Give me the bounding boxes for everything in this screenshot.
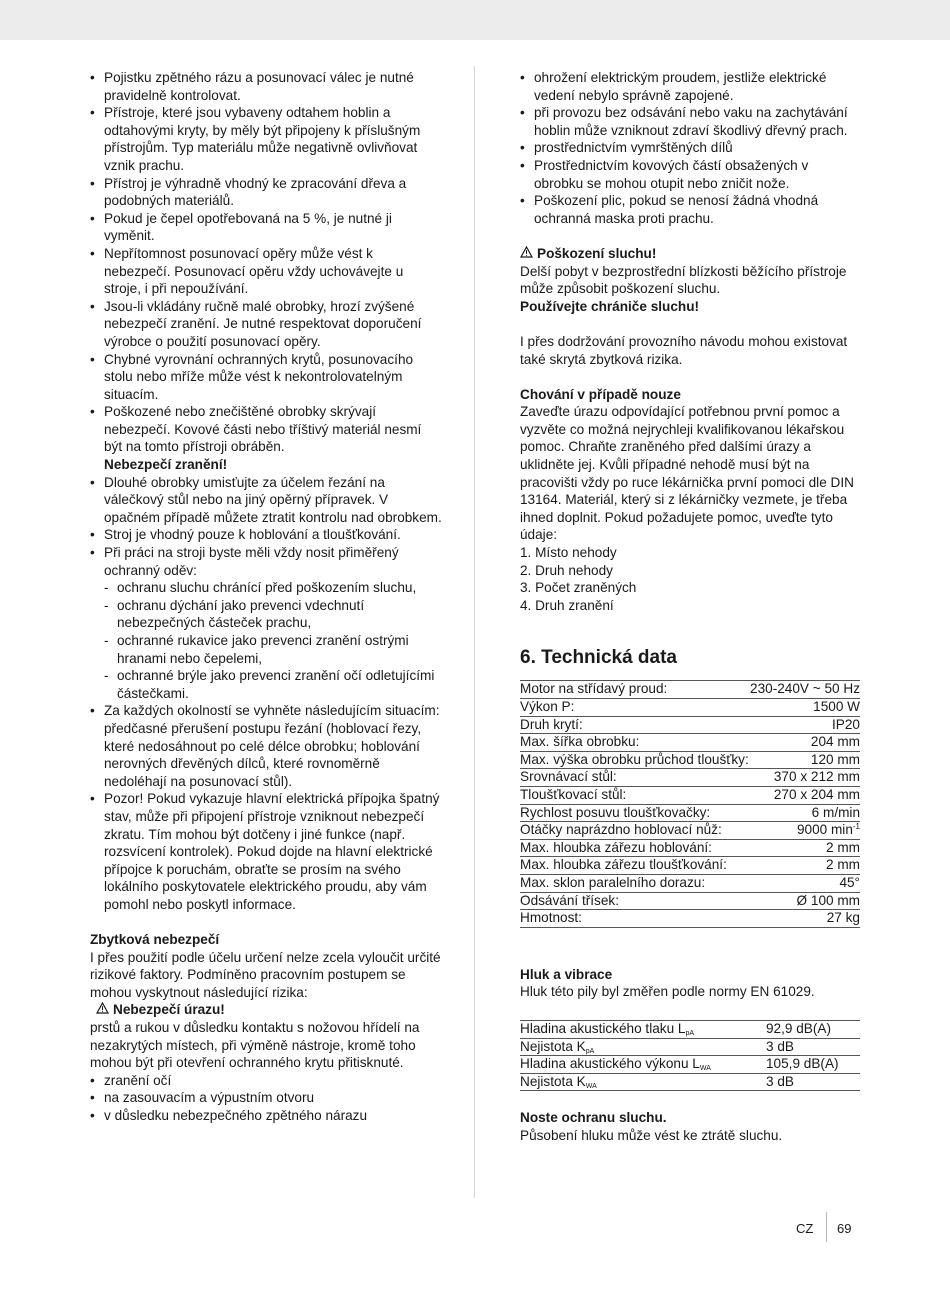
warning-triangle-icon [520, 245, 533, 263]
label-subscript: WA [585, 1082, 597, 1090]
tech-label: Hmotnost: [520, 910, 750, 928]
list-item: 3. Počet zraněných [520, 580, 637, 596]
injury-text: prstů a rukou v důsledku kontaktu s nožovou hřídelí na nezakrytých místech, při výměně nástroje, kromě toho mohou být při otevření ochranného krytu přitisknuté. [90, 1020, 420, 1071]
dash-item: - ochranu sluchu chránící před poškozením sluchu, [90, 579, 442, 597]
list-item: • Nepřítomnost posunovací opěry může vést k nebezpečí. Posunovací opěru vždy uchovávejte u stroje, i při nepoužívání. [90, 245, 442, 298]
section-title: 6. Technická data [520, 647, 677, 669]
table-row [520, 1073, 860, 1091]
noise-label-text: Nejistota K [520, 1073, 586, 1089]
hearing-protect-label: Používejte chrániče sluchu! [520, 298, 700, 314]
tech-value-text: 270 x 204 mm [773, 786, 860, 802]
injury-warning [90, 1001, 442, 1019]
noise-table [520, 1020, 860, 1091]
list-item: • Přístroje, které jsou vybaveny odtahem hoblin a odtahovými kryty, by měly být připojeny k příslušným přístrojům. Typ materiálu může negativně ovlivňovat vznik prachu. [90, 104, 442, 174]
tech-label: Rychlost posuvu tloušťkovačky: [520, 804, 750, 822]
table-row [520, 751, 860, 769]
tech-data-table [520, 680, 860, 927]
dash-item: - ochranné brýle jako prevenci zranění očí odletujícími částečkami. [90, 667, 442, 702]
tech-label: Výkon P: [520, 699, 750, 717]
hearing-text: Delší pobyt v bezprostřední blízkosti běžícího přístroje může způsobit poškození sluchu. [520, 263, 847, 297]
list-item: • zranění očí [90, 1072, 442, 1090]
right-column [520, 69, 860, 1144]
tech-value [750, 874, 860, 892]
tech-value [750, 699, 860, 717]
tech-value-text: 370 x 212 mm [773, 769, 860, 785]
list-item: • Pozor! Pokud vykazuje hlavní elektrická přípojka špatný stav, může při připojení přístroje vzniknout nebezpečí zkratu. Tím mohou být dotčeny i jiné funkce (např. rozsvícení kontrolek). Pokud dojde na hlavní elektrické přípojce k poruchám, obraťte se prosím na svého lokálního poskytovatele elektrického proudu, aby vám pomohl nebo poskytl informace. [90, 790, 442, 913]
left-column [90, 69, 442, 1125]
table-row [520, 699, 860, 717]
wear-protection-text: Působení hluku může vést ke ztrátě sluchu. [520, 1127, 783, 1143]
tech-value [750, 681, 860, 699]
list-item: • Poškozené nebo znečištěné obrobky skrývají nebezpečí. Kovové části nebo tříštivý materiál nesmí být na tomto přístroji obráběn. [90, 403, 442, 456]
tech-value-text: 9000 min [796, 822, 853, 838]
noise-label-text: Hladina akustického tlaku L [520, 1020, 686, 1036]
tech-label: Max. výška obrobku průchod tloušťky: [520, 751, 750, 769]
injury-warning-label: Nebezpečí úrazu! [113, 1002, 225, 1018]
label-subscript: pA [685, 1029, 695, 1037]
list-item: • Pojistku zpětného rázu a posunovací válec je nutné pravidelně kontrolovat. [90, 69, 442, 104]
tech-value [750, 734, 860, 752]
tech-label: Max. šířka obrobku: [520, 734, 750, 752]
table-row [520, 681, 860, 699]
list-item: • Přístroj je výhradně vhodný ke zpracování dřeva a podobných materiálů. [90, 175, 442, 210]
tech-value-text: 1500 W [813, 699, 860, 714]
unit-exponent: -1 [852, 822, 860, 832]
noise-label [520, 1020, 766, 1038]
list-item: • Poškození plic, pokud se nenosí žádná vhodná ochranná maska proti prachu. [520, 192, 860, 227]
noise-value: 3 dB [766, 1038, 860, 1056]
table-row [520, 910, 860, 928]
tech-value [750, 786, 860, 804]
tech-value [750, 839, 860, 857]
table-row [520, 804, 860, 822]
tech-label: Druh krytí: [520, 716, 750, 734]
column-divider [474, 66, 475, 1198]
list-item: • na zasouvacím a výpustním otvoru [90, 1089, 442, 1107]
list-item: • v důsledku nebezpečného zpětného nárazu [90, 1107, 442, 1125]
list-item: • Stroj je vhodný pouze k hoblování a tloušťkování. [90, 526, 442, 544]
list-item: 1. Místo nehody [520, 545, 617, 561]
label-subscript: WA [699, 1065, 711, 1073]
warning-triangle-icon [96, 1001, 109, 1019]
tech-value [750, 769, 860, 787]
tech-value-text: 45° [839, 874, 860, 890]
noise-heading: Hluk a vibrace [520, 966, 613, 982]
table-row [520, 716, 860, 734]
label-subscript: pA [585, 1047, 595, 1055]
tech-value [750, 822, 860, 840]
hearing-warning-label: Poškození sluchu! [537, 245, 657, 261]
tech-label: Srovnávací stůl: [520, 769, 750, 787]
tech-value [750, 751, 860, 769]
table-row [520, 786, 860, 804]
footer-divider [826, 1212, 827, 1242]
tech-value-text: 120 mm [810, 751, 860, 767]
tech-value-text: 2 mm [826, 857, 860, 873]
tech-label: Max. sklon paralelního dorazu: [520, 874, 750, 892]
tech-value [750, 716, 860, 734]
noise-label [520, 1073, 766, 1091]
list-item: • Chybné vyrovnání ochranných krytů, posunovacího stolu nebo mříže může vést k nekontrolovatelným situacím. [90, 351, 442, 404]
table-row [520, 1056, 860, 1074]
tech-value-text: 230-240V ~ 50 Hz [750, 681, 860, 697]
top-bar [0, 0, 950, 40]
tech-value [750, 857, 860, 875]
tech-value-text: 2 mm [826, 839, 860, 855]
tech-value-text: 27 kg [826, 910, 860, 926]
tech-value [750, 910, 860, 928]
tech-value-text: 6 m/min [811, 804, 860, 820]
tech-value-text: 204 mm [810, 734, 860, 750]
emergency-list [520, 544, 860, 614]
noise-text: Hluk této pily byl změřen podle normy EN 61029. [520, 984, 815, 1000]
tech-value [750, 804, 860, 822]
emergency-text: Zaveďte úrazu odpovídající potřebnou první pomoc a vyzvěte co možná nejrychleji kvalifikovanou lékařskou pomoc. Chraňte zraněného před dalšími úrazy a uklidněte jej. Kvůli případné nehodě musí být na pracovišti vždy po ruce lékárnička první pomoci dle DIN 13164. Materiál, který si z lékárničky vezmete, je třeba ihned doplnit. Pokud požadujete pomoc, uveďte tyto údaje: [520, 404, 854, 543]
tech-label: Odsávání třísek: [520, 892, 750, 910]
risk-list [520, 69, 860, 227]
residual-risks-heading: Zbytková nebezpečí [90, 932, 220, 948]
list-item: 2. Druh nehody [520, 562, 613, 578]
page-number: 69 [837, 1221, 852, 1236]
tech-label: Otáčky naprázdno hoblovací nůž: [520, 822, 750, 840]
table-row [520, 892, 860, 910]
list-item-text: Při práci na stroji byste měli vždy nosit přiměřený ochranný oděv: [104, 545, 399, 578]
tech-label: Max. hloubka zářezu hoblování: [520, 839, 750, 857]
dash-item: - ochranu dýchání jako prevenci vdechnutí nebezpečných částeček prachu, [90, 597, 442, 632]
residual-risks-text: I přes použití podle účelu určení nelze zcela vyloučit určité rizikové faktory. Podmíněno pracovním postupem se mohou vyskytnout následující rizika: [90, 949, 441, 1000]
table-row [520, 857, 860, 875]
tech-label: Max. hloubka zářezu tloušťkování: [520, 857, 750, 875]
safety-list-b [90, 474, 442, 703]
table-row [520, 874, 860, 892]
emergency-heading: Chování v případě nouze [520, 386, 681, 402]
noise-value: 3 dB [766, 1073, 860, 1091]
safety-list-d [90, 1072, 442, 1125]
table-row [520, 1038, 860, 1056]
list-item: • Pokud je čepel opotřebovaná na 5 %, je nutné ji vyměnit. [90, 210, 442, 245]
wear-protection-heading: Noste ochranu sluchu. [520, 1110, 667, 1126]
list-item [90, 544, 442, 702]
protective-gear-list [90, 579, 442, 702]
safety-list-c [90, 702, 442, 913]
tech-label: Tloušťkovací stůl: [520, 786, 750, 804]
hidden-risks-text: I přes dodržování provozního návodu mohou existovat také skrytá zbytková rizika. [520, 333, 848, 367]
noise-value: 92,9 dB(A) [766, 1020, 860, 1038]
list-item: • Dlouhé obrobky umisťujte za účelem řezání na válečkový stůl nebo na jiný opěrný přípravek. V opačném případě můžete ztratit kontrolu nad obrobkem. [90, 474, 442, 527]
noise-label [520, 1056, 766, 1074]
list-item: • Prostřednictvím kovových částí obsažených v obrobku se mohou otupit nebo zničit nože. [520, 157, 860, 192]
noise-value: 105,9 dB(A) [766, 1056, 860, 1074]
list-item: • prostřednictvím vymrštěných dílů [520, 139, 860, 157]
table-row [520, 839, 860, 857]
noise-label [520, 1038, 766, 1056]
tech-value-text: IP20 [832, 716, 860, 732]
table-row [520, 769, 860, 787]
noise-label-text: Nejistota K [520, 1038, 586, 1054]
dash-item: - ochranné rukavice jako prevenci zranění ostrými hranami nebo čepelemi, [90, 632, 442, 667]
table-row [520, 734, 860, 752]
tech-value [750, 892, 860, 910]
table-row [520, 822, 860, 840]
noise-label-text: Hladina akustického výkonu L [520, 1056, 700, 1072]
list-item: 4. Druh zranění [520, 597, 614, 613]
table-row [520, 1020, 860, 1038]
safety-list-a [90, 69, 442, 456]
tech-label: Motor na střídavý proud: [520, 681, 750, 699]
list-item: • ohrožení elektrickým proudem, jestliže elektrické vedení nebylo správně zapojené. [520, 69, 860, 104]
tech-value-text: Ø 100 mm [796, 892, 860, 908]
hearing-warning [520, 245, 860, 263]
injury-danger-label: Nebezpečí zranění! [104, 457, 228, 473]
list-item: • Za každých okolností se vyhněte následujícím situacím: předčasné přerušení postupu řezání (hoblovací řezy, které nedosáhnout po celé délce obrobku; hoblování nerovných dřevěných dílců, které rovnoměrně nedoléhají na posunovací stůl). [90, 702, 442, 790]
language-code: CZ [796, 1221, 814, 1236]
list-item: • při provozu bez odsávání nebo vaku na zachytávání hoblin může vzniknout zdraví škodlivý dřevný prach. [520, 104, 860, 139]
list-item: • Jsou-li vkládány ručně malé obrobky, hrozí zvýšené nebezpečí zranění. Je nutné respektovat doporučení výrobce o použití posunovací opěry. [90, 298, 442, 351]
